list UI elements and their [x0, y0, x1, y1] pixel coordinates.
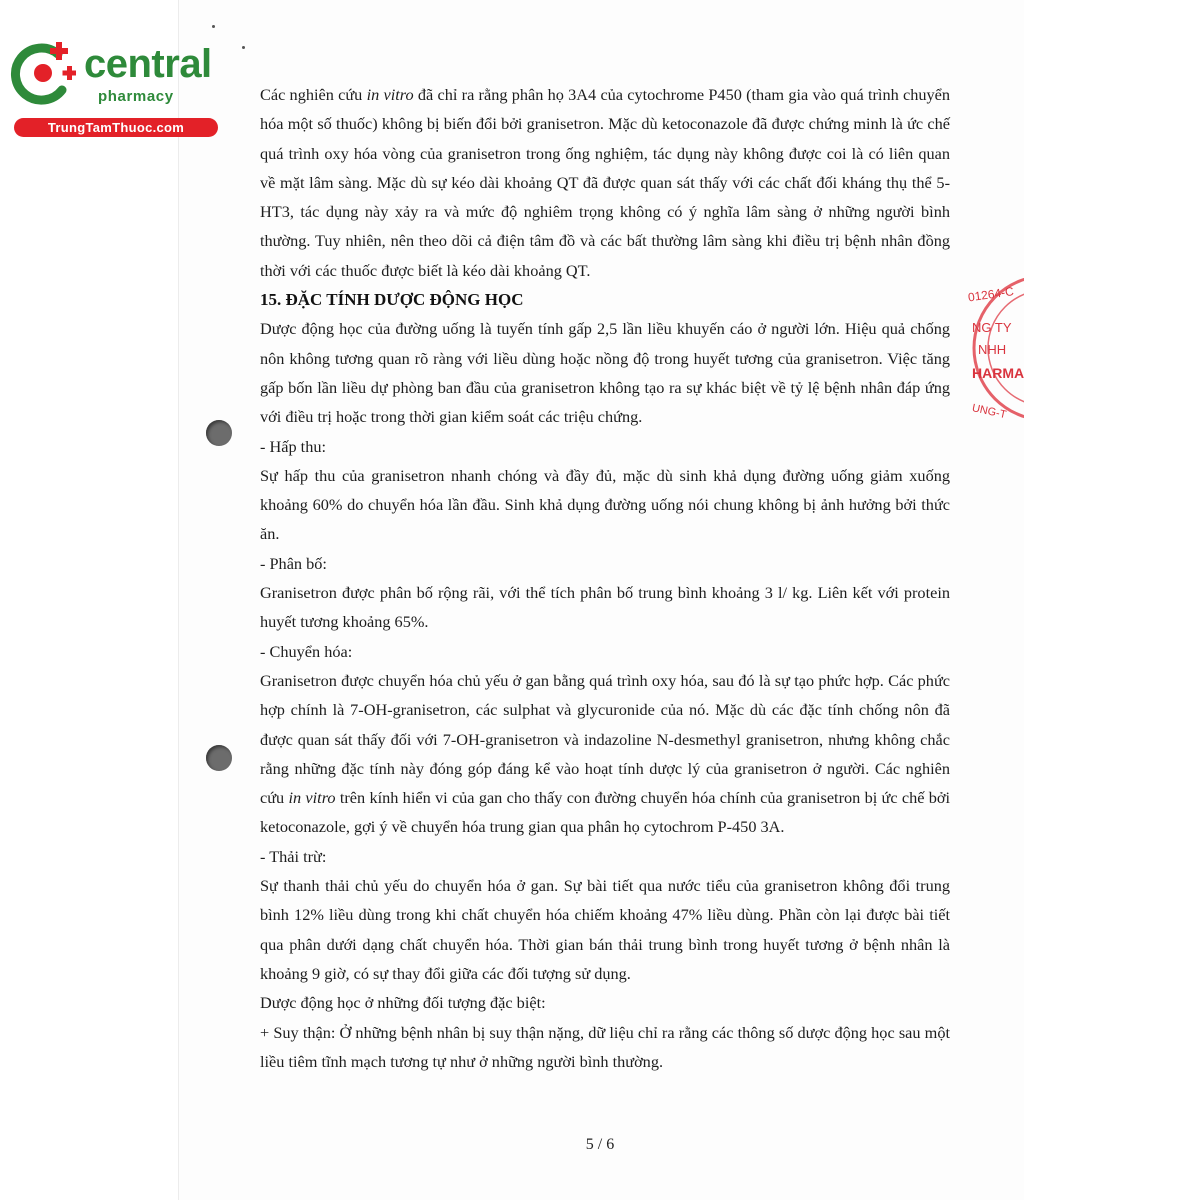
paragraph-pharmacokinetics: Dược động học của đường uống là tuyến tính gấp 2,5 lần liều khuyến cáo ở người lớn. Hiệu quả chống nôn không tương quan rõ ràng với liều dùng hoặc nồng độ trong huyết tương của granisetron. Việc tăng gấp bốn lần liều dự phòng ban đầu của granisetron không tạo ra sự khác biệt về tỷ lệ bệnh nhân đáp ứng với điều trị hoặc trong thời gian kiểm soát các triệu chứng.: [260, 319, 950, 427]
company-stamp-icon: [966, 272, 1024, 432]
scan-speck: [242, 46, 245, 49]
hole-punch: [206, 420, 232, 446]
svg-text:NG TY: NG TY: [972, 320, 1012, 335]
logo-url-link[interactable]: TrungTamThuoc.com: [14, 118, 218, 137]
paragraph-distribution: Granisetron được phân bố rộng rãi, với thể tích phân bố trung bình khoảng 3 l/ kg. Liên kết với protein huyết tương khoảng 65%.: [260, 583, 950, 632]
paragraph-metabolism: Granisetron được chuyển hóa chủ yếu ở gan bằng quá trình oxy hóa, sau đó là sự tạo phức hợp. Các phức hợp chính là 7-OH-granisetron, các sulphat và glycuronide của nó. Mặc dù các đặc tính chống nôn đã được quan sát thấy đối với 7-OH-granisetron và indazoline N-desmethyl granisetron, nhưng không chắc rằng những đặc tính này đóng góp đáng kể vào hoạt tính dược lý của granisetron ở người. Các nghiên cứu in vitro trên kính hiển vi của gan cho thấy con đường chuyển hóa chính của granisetron bị ức chế bởi ketoconazole, gợi ý về chuyển hóa trung gian qua phân họ cytochrom P-450 3A.: [260, 670, 950, 837]
hole-punch: [206, 745, 232, 771]
page-number: 5 / 6: [585, 1136, 615, 1153]
svg-text:HARMA: HARMA: [972, 365, 1024, 381]
paragraph-cyp450: Các nghiên cứu in vitro đã chỉ ra rằng phân họ 3A4 của cytochrome P450 (tham gia vào quá trình chuyển hóa một số thuốc) không bị biến đổi bởi granisetron. Mặc dù ketoconazole đã được chứng minh là ức chế quá trình oxy hóa vòng của granisetron trong ống nghiệm, tác dụng này không được coi là có liên quan về mặt lâm sàng. Mặc dù sự kéo dài khoảng QT đã được quan sát thấy với các chất đối kháng thụ thể 5-HT3, tác dụng này xảy ra và mức độ nghiêm trọng không có ý nghĩa lâm sàng ở những người bình thường. Tuy nhiên, nên theo dõi cả điện tâm đồ và các bất thường lâm sàng khi điều trị bệnh nhân đồng thời với các thuốc được biết là kéo dài khoảng QT.: [260, 85, 951, 280]
svg-text:UNG-T: UNG-T: [970, 402, 1008, 422]
logo-name: central: [84, 42, 212, 86]
pharmacy-logo-icon: [10, 40, 76, 106]
paragraph-renal-impairment: + Suy thận: Ở những bệnh nhân bị suy thận nặng, dữ liệu chỉ ra rằng các thông số dược động học sau một liều tiêm tĩnh mạch tương tự như ở những người bình thường.: [260, 1022, 950, 1071]
scan-speck: [212, 25, 215, 28]
special-populations-line: Dược động học ở những đối tượng đặc biệt:: [260, 993, 546, 1013]
left-margin: [0, 0, 178, 1200]
svg-text:01264-C: 01264-C: [967, 284, 1015, 305]
subheading-elimination: - Thải trừ:: [260, 846, 327, 866]
svg-text:NHH: NHH: [978, 342, 1007, 357]
section-heading: 15. ĐẶC TÍNH DƯỢC ĐỘNG HỌC: [260, 290, 524, 310]
paragraph-absorption: Sự hấp thu của granisetron nhanh chóng và đầy đủ, mặc dù sinh khả dụng đường uống giảm xuống khoảng 60% do chuyển hóa lần đầu. Sinh khả dụng đường uống nói chung không bị ảnh hưởng bởi thức ăn.: [260, 465, 950, 544]
subheading-absorption: - Hấp thu:: [260, 436, 327, 456]
central-pharmacy-logo[interactable]: [10, 38, 220, 138]
subheading-metabolism: - Chuyển hóa:: [260, 641, 353, 661]
logo-subtitle: pharmacy: [98, 88, 174, 105]
document-body: [260, 80, 950, 1076]
right-margin: [1024, 0, 1200, 1200]
paragraph-elimination: Sự thanh thải chủ yếu do chuyển hóa ở gan. Sự bài tiết qua nước tiểu của granisetron không đổi trung bình 12% liều dùng trong khi chất chuyển hóa chiếm khoảng 47% liều dùng. Phần còn lại được bài tiết qua phân dưới dạng chất chuyển hóa. Thời gian bán thải trung bình trong huyết tương ở bệnh nhân là khoảng 9 giờ, có sự thay đổi giữa các đối tượng sử dụng.: [260, 876, 950, 983]
subheading-distribution: - Phân bố:: [260, 553, 327, 573]
